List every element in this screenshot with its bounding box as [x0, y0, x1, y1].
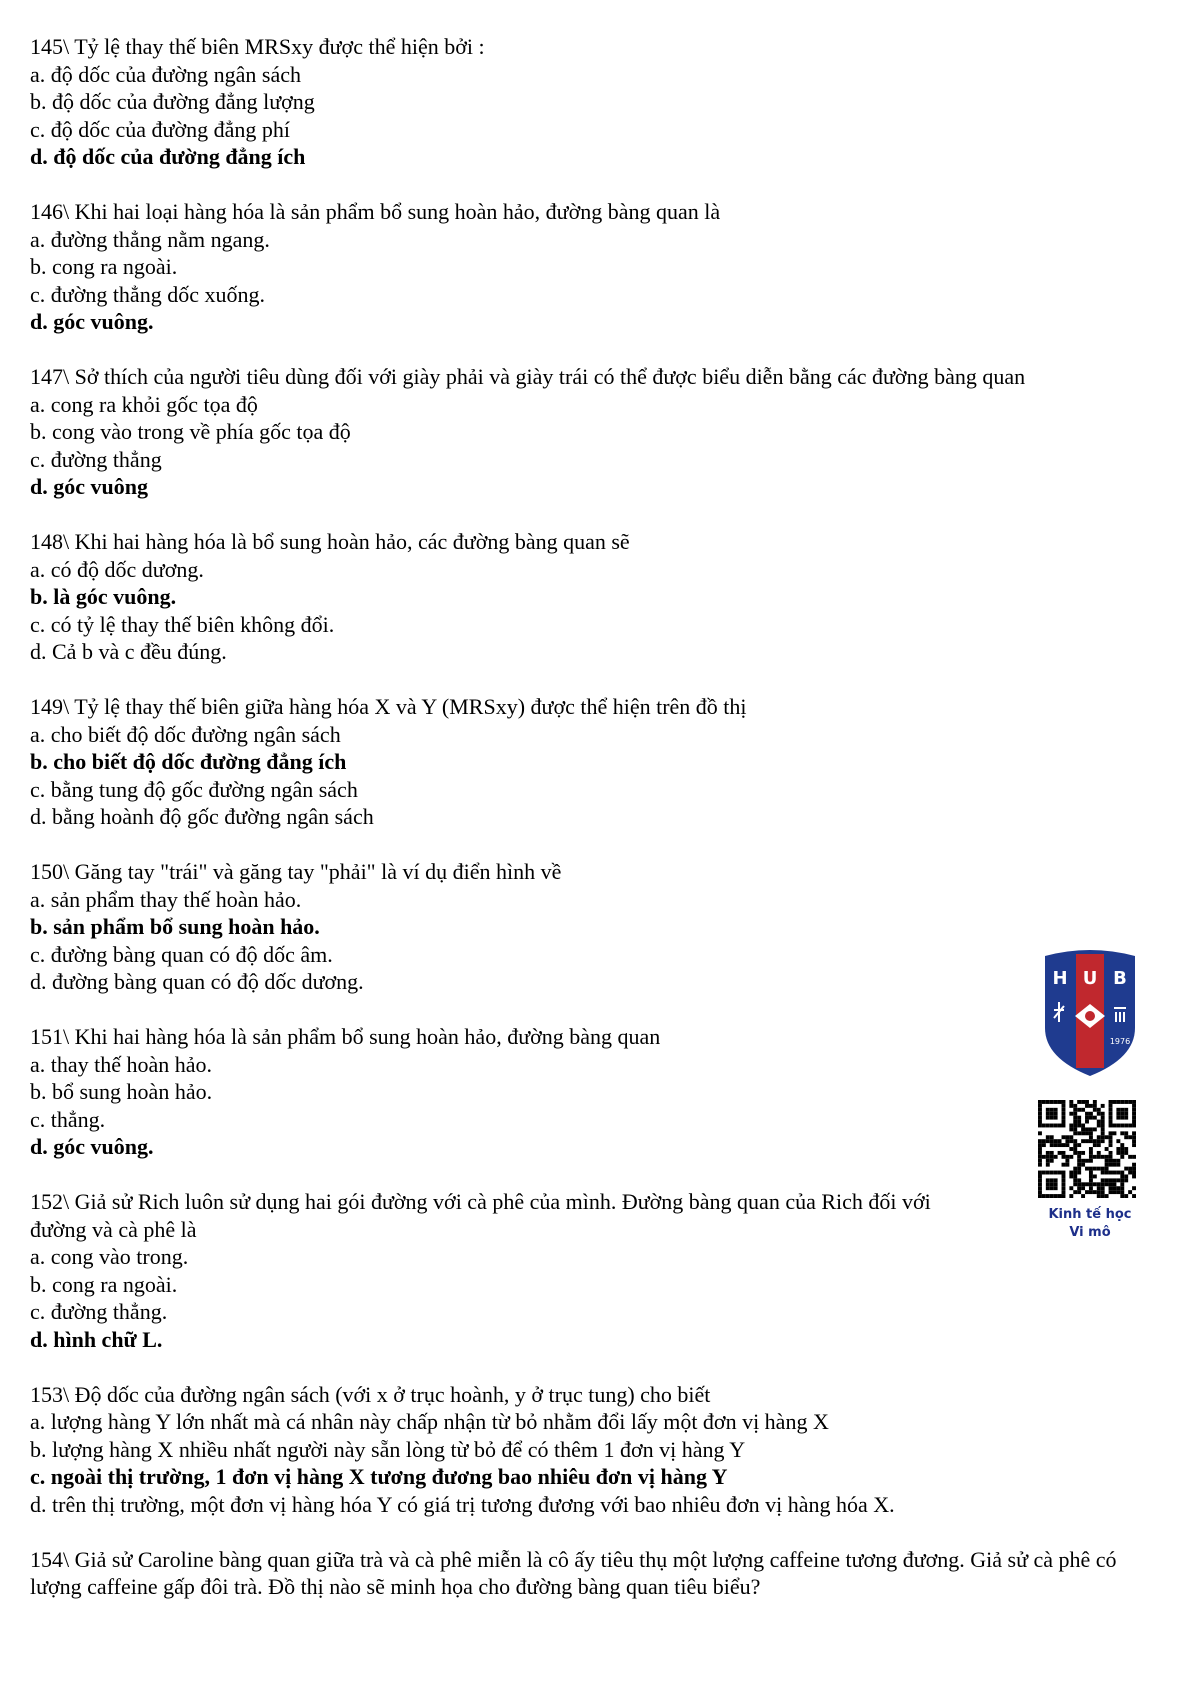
correct-answer-option: c. ngoài thị trường, 1 đơn vị hàng X tương đương bao nhiêu đơn vị hàng Y	[30, 1464, 728, 1489]
hub-logo	[1040, 950, 1140, 1080]
spacer	[30, 171, 1160, 199]
correct-answer-option: d. độ dốc của đường đẳng ích	[30, 144, 306, 169]
question-stem: 145\ Tỷ lệ thay thế biên MRSxy được thể hiện bởi :	[30, 34, 485, 59]
answer-option: c. độ dốc của đường đẳng phí	[30, 116, 290, 142]
brand-line-2: Vi mô	[1069, 1225, 1111, 1240]
spacer	[30, 1161, 1160, 1189]
answer-option: a. sản phẩm thay thế hoàn hảo.	[30, 886, 302, 912]
correct-answer-option: d. hình chữ L.	[30, 1326, 163, 1352]
spacer	[30, 996, 1160, 1024]
question-stem: 152\ Giả sử Rich luôn sử dụng hai gói đường với cà phê của mình. Đường bàng quan của Rich đối với đường và cà phê là	[30, 1189, 931, 1242]
answer-option: d. Cả b và c đều đúng.	[30, 639, 227, 664]
correct-answer-option: b. sản phẩm bổ sung hoàn hảo.	[30, 914, 320, 939]
answer-option: a. có độ dốc dương.	[30, 556, 204, 582]
answer-option: d. bằng hoành độ gốc đường ngân sách	[30, 804, 374, 829]
question-list	[30, 33, 1160, 1601]
brand-label	[1030, 1206, 1150, 1242]
answer-option: b. độ dốc của đường đẳng lượng	[30, 89, 315, 114]
correct-answer-option: d. góc vuông.	[30, 1134, 154, 1159]
answer-option: b. cong ra ngoài.	[30, 1271, 178, 1297]
spacer	[30, 1518, 1160, 1546]
answer-option: a. đường thẳng nằm ngang.	[30, 226, 270, 252]
spacer	[30, 336, 1160, 364]
correct-answer-option: d. góc vuông	[30, 474, 148, 499]
answer-option: c. thẳng.	[30, 1106, 106, 1132]
answer-option: b. bổ sung hoàn hảo.	[30, 1079, 213, 1104]
question-stem: 150\ Găng tay "trái" và găng tay "phải" là ví dụ điển hình về	[30, 859, 562, 884]
spacer	[30, 1353, 1160, 1381]
answer-option: a. thay thế hoàn hảo.	[30, 1051, 213, 1077]
answer-option: a. cong vào trong.	[30, 1244, 189, 1269]
answer-option: a. cho biết độ dốc đường ngân sách	[30, 721, 341, 747]
answer-option: d. trên thị trường, một đơn vị hàng hóa Y có giá trị tương đương với bao nhiêu đơn vị hàng hóa X.	[30, 1491, 895, 1517]
spacer	[30, 831, 1160, 859]
question-stem: 154\ Giả sử Caroline bàng quan giữa trà và cà phê miễn là cô ấy tiêu thụ một lượng caffeine tương đương. Giả sử cà phê có lượng caffeine gấp đôi trà. Đồ thị nào sẽ minh họa cho đường bàng quan tiêu biểu?	[30, 1546, 1117, 1599]
answer-option: c. đường bàng quan có độ dốc âm.	[30, 941, 333, 967]
correct-answer-option: b. là góc vuông.	[30, 584, 177, 609]
answer-option: a. độ dốc của đường ngân sách	[30, 61, 301, 87]
spacer	[30, 666, 1160, 694]
logo-letter-h: H	[1052, 968, 1068, 989]
answer-option: b. cong ra ngoài.	[30, 254, 178, 279]
spacer	[30, 501, 1160, 529]
answer-option: c. đường thẳng	[30, 446, 162, 472]
logo-year: 1976	[1109, 1037, 1131, 1046]
qr-code	[1038, 1100, 1136, 1198]
correct-answer-option: d. góc vuông.	[30, 309, 154, 334]
answer-option: c. đường thẳng dốc xuống.	[30, 281, 265, 307]
logo-letter-b: B	[1113, 968, 1127, 989]
question-stem: 151\ Khi hai hàng hóa là sản phẩm bổ sung hoàn hảo, đường bàng quan	[30, 1024, 661, 1049]
logo-letter-u: U	[1082, 968, 1098, 989]
answer-option: b. cong vào trong về phía gốc tọa độ	[30, 419, 351, 444]
question-stem: 146\ Khi hai loại hàng hóa là sản phẩm bổ sung hoàn hảo, đường bàng quan là	[30, 199, 721, 224]
answer-option: c. bằng tung độ gốc đường ngân sách	[30, 776, 358, 802]
answer-option: c. có tỷ lệ thay thế biên không đổi.	[30, 611, 335, 637]
answer-option: b. lượng hàng X nhiều nhất người này sẵn lòng từ bỏ để có thêm 1 đơn vị hàng Y	[30, 1436, 746, 1462]
answer-option: a. cong ra khỏi gốc tọa độ	[30, 391, 258, 417]
question-stem: 148\ Khi hai hàng hóa là bổ sung hoàn hảo, các đường bàng quan sẽ	[30, 529, 630, 554]
question-stem: 147\ Sở thích của người tiêu dùng đối với giày phải và giày trái có thể được biểu diễn bằng các đường bàng quan	[30, 364, 1026, 389]
answer-option: a. lượng hàng Y lớn nhất mà cá nhân này chấp nhận từ bỏ nhằm đổi lấy một đơn vị hàng X	[30, 1409, 829, 1434]
question-stem: 149\ Tỷ lệ thay thế biên giữa hàng hóa X và Y (MRSxy) được thể hiện trên đồ thị	[30, 694, 747, 719]
correct-answer-option: b. cho biết độ dốc đường đẳng ích	[30, 749, 347, 774]
answer-option: c. đường thẳng.	[30, 1299, 168, 1324]
question-stem: 153\ Độ dốc của đường ngân sách (với x ở trục hoành, y ở trục tung) cho biết	[30, 1381, 711, 1407]
answer-option: d. đường bàng quan có độ dốc dương.	[30, 969, 364, 994]
brand-line-1: Kinh tế học	[1048, 1207, 1132, 1222]
